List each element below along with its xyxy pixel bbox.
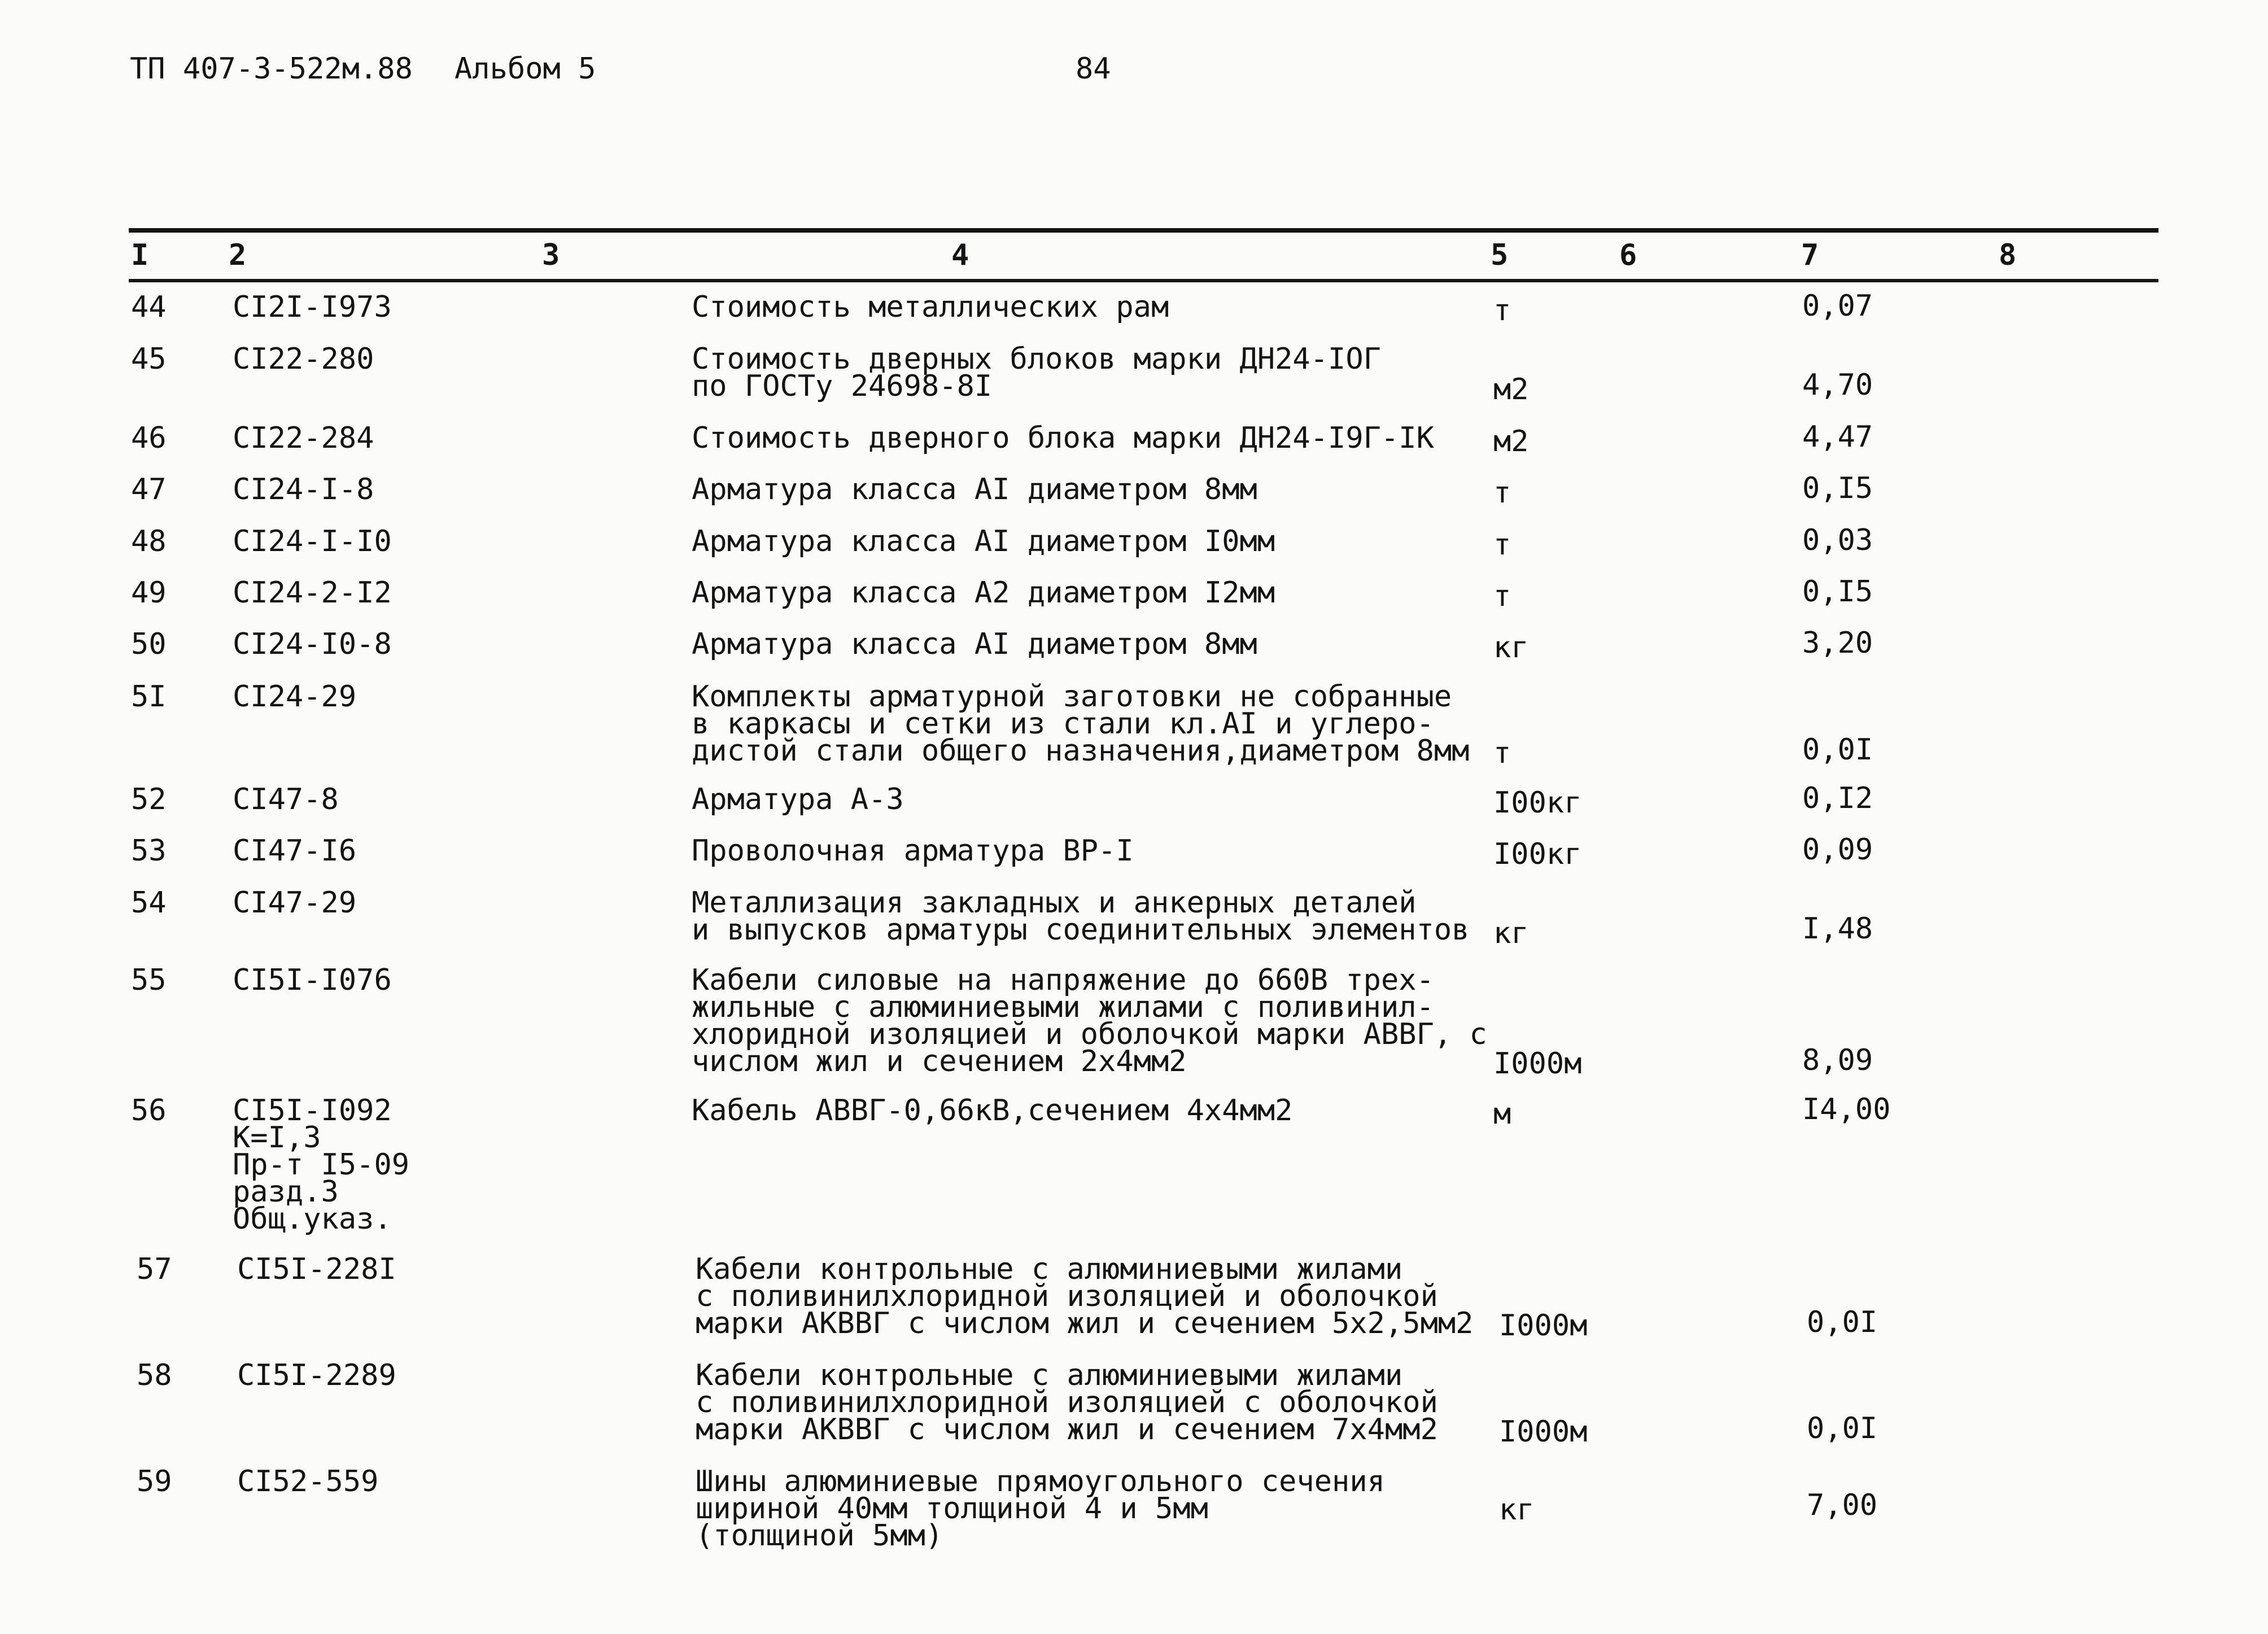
row-number: 58 [137,1358,172,1392]
quantity: 0,I5 [1802,575,1873,609]
price-code: CI24-I-8 [233,473,374,506]
item-name: Кабели контрольные с алюминиевыми жилами с поливинилхлоридной изоляцией с оболочкой марки АКВВГ с числом жил и сечением 7х4мм2 [696,1358,1438,1447]
item-name: Кабели силовые на напряжение до 660В трех- жильные с алюминиевыми жилами с поливинил- хлоридной изоляцией и оболочкой марки АВВГ, с числом жил и сечением 2х4мм2 [692,963,1487,1078]
unit: I00кг [1493,837,1582,871]
price-code: CI47-8 [233,783,339,816]
quantity: 4,47 [1802,420,1873,454]
item-name: Металлизация закладных и анкерных деталей и выпусков арматуры соединительных элементов [692,886,1470,947]
quantity: 0,09 [1802,833,1873,867]
quantity: 3,20 [1802,626,1873,660]
price-code: CI5I-228I [237,1252,396,1286]
column-number-6: 6 [1619,238,1637,272]
price-code: CI24-I-I0 [233,525,392,558]
column-number-5: 5 [1491,238,1509,272]
unit: I000м [1499,1415,1588,1449]
item-name: Арматура класса АI диаметром 8мм [692,627,1257,661]
row-number: 45 [131,342,167,376]
quantity: 7,00 [1807,1488,1878,1522]
quantity: 0,I2 [1802,781,1873,815]
quantity: 0,0I [1807,1305,1878,1339]
unit: I00кг [1493,786,1582,820]
column-number-3: 3 [542,238,560,272]
unit: I000м [1499,1309,1588,1343]
column-number-1: I [131,238,149,272]
page-number: 84 [1076,52,1111,86]
unit: м2 [1493,425,1529,458]
quantity: I,48 [1802,912,1873,946]
price-code: CI22-280 [233,342,374,376]
quantity: 0,0I [1807,1412,1878,1445]
row-number: 56 [131,1094,167,1128]
unit: кг [1499,1493,1535,1527]
quantity: 0,0I [1802,733,1873,767]
price-code: CI24-I0-8 [233,627,392,661]
row-number: 44 [131,290,167,324]
price-code: CI47-I6 [233,834,357,868]
album-label: Альбом 5 [455,52,596,86]
row-number: 49 [131,576,167,610]
column-number-8: 8 [1999,238,2017,272]
row-number: 50 [131,627,167,661]
document-code: ТП 407-3-522м.88 [130,52,413,86]
unit: I000м [1493,1047,1582,1081]
row-number: 54 [131,886,167,920]
row-number: 59 [137,1465,172,1498]
price-code: CI24-29 [233,680,357,714]
unit: кг [1493,916,1529,950]
item-name: Стоимость дверного блока марки ДН24-I9Г-IК [692,421,1434,455]
price-code: CI24-2-I2 [233,576,392,610]
row-number: 52 [131,783,167,816]
quantity: 4,70 [1802,368,1873,402]
unit: м [1493,1097,1511,1131]
unit: т [1493,476,1511,510]
row-number: 57 [137,1252,172,1286]
column-number-7: 7 [1801,238,1819,272]
item-name: Кабель АВВГ-0,66кВ,сечением 4х4мм2 [692,1094,1293,1128]
price-code: CI2I-I973 [233,290,392,324]
row-number: 46 [131,421,167,455]
unit: м2 [1493,373,1529,407]
row-number: 48 [131,525,167,558]
unit: т [1493,736,1511,770]
column-number-2: 2 [229,238,247,272]
quantity: I4,00 [1802,1093,1891,1126]
price-code: CI5I-2289 [237,1358,396,1392]
price-code: CI52-559 [237,1465,379,1498]
item-name: Проволочная арматура ВР-I [692,834,1134,868]
item-name: Арматура класса АI диаметром I0мм [692,525,1275,558]
item-name: Стоимость дверных блоков марки ДН24-IОГ по ГОСТу 24698-8I [692,342,1381,403]
quantity: 0,I5 [1802,471,1873,505]
item-name: Стоимость металлических рам [692,290,1169,324]
row-number: 55 [131,963,167,997]
price-code: CI5I-I092 К=I,3 Пр-т I5-09 разд.3 Общ.указ. [233,1094,410,1236]
quantity: 0,07 [1802,289,1873,323]
item-name: Кабели контрольные с алюминиевыми жилами с поливинилхлоридной изоляцией и оболочкой марки АКВВГ с числом жил и сечением 5х2,5мм2 [696,1252,1474,1340]
unit: кг [1493,631,1529,665]
price-code: CI22-284 [233,421,374,455]
unit: т [1493,294,1511,327]
quantity: 8,09 [1802,1043,1873,1077]
unit: т [1493,528,1511,562]
item-name: Арматура класса АI диаметром 8мм [692,473,1257,506]
column-number-4: 4 [951,238,969,272]
unit: т [1493,579,1511,613]
item-name: Шины алюминиевые прямоугольного сечения шириной 40мм толщиной 4 и 5мм (толщиной 5мм) [696,1465,1385,1553]
row-number: 47 [131,473,167,506]
item-name: Комплекты арматурной заготовки не собранные в каркасы и сетки из стали кл.АI и углеро- дистой стали общего назначения,диаметром 8мм [692,680,1470,768]
quantity: 0,03 [1802,523,1873,557]
item-name: Арматура класса А2 диаметром I2мм [692,576,1275,610]
price-code: CI5I-I076 [233,963,392,997]
item-name: Арматура А-3 [692,783,904,816]
row-number: 53 [131,834,167,868]
row-number: 5I [131,680,167,714]
price-code: CI47-29 [233,886,357,920]
